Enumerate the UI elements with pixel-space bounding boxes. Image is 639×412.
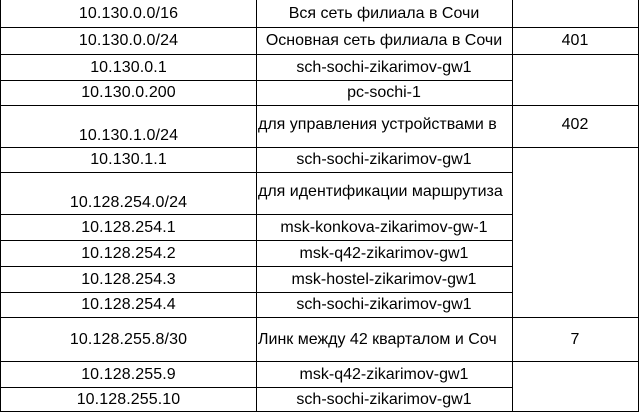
vlan-cell[interactable]	[512, 362, 639, 388]
ip-text: 10.128.254.2	[81, 244, 176, 262]
name-cell[interactable]	[256, 55, 513, 81]
name-cell[interactable]	[256, 362, 513, 388]
ip-cell[interactable]	[0, 215, 257, 241]
table-row	[0, 388, 639, 412]
ip-text: 10.128.254.0/24	[69, 194, 188, 211]
name-text: для идентификации маршрутиза	[258, 183, 503, 200]
table-row	[0, 318, 639, 362]
ip-text: 10.130.0.0/16	[78, 4, 179, 22]
table-row	[0, 241, 639, 267]
table-row	[0, 28, 639, 55]
vlan-text: 7	[570, 330, 580, 348]
ip-cell[interactable]	[0, 106, 257, 148]
vlan-cell[interactable]	[512, 293, 639, 318]
ip-cell[interactable]	[0, 28, 257, 55]
name-cell[interactable]	[256, 148, 513, 173]
ip-cell[interactable]	[0, 267, 257, 293]
ip-text: 10.130.1.1	[90, 151, 167, 168]
name-text: sch-sochi-zikarimov-gw1	[296, 58, 472, 76]
name-text: pc-sochi-1	[347, 84, 421, 101]
table-row	[0, 293, 639, 318]
ip-cell[interactable]	[0, 0, 257, 28]
vlan-cell[interactable]	[512, 55, 639, 81]
name-text: sch-sochi-zikarimov-gw1	[296, 390, 472, 408]
name-text: sch-sochi-zikarimov-gw1	[296, 151, 472, 168]
ip-text: 10.128.254.3	[81, 270, 176, 288]
vlan-text: 401	[561, 32, 589, 49]
ip-cell[interactable]	[0, 293, 257, 318]
vlan-cell[interactable]	[512, 0, 639, 28]
name-cell[interactable]	[256, 81, 513, 106]
vlan-cell[interactable]	[512, 148, 639, 173]
name-cell[interactable]	[256, 388, 513, 412]
table-row	[0, 55, 639, 81]
ip-cell[interactable]	[0, 81, 257, 106]
ip-text: 10.130.0.0/24	[78, 32, 179, 49]
vlan-cell[interactable]	[512, 241, 639, 267]
table-row	[0, 0, 639, 28]
name-text: msk-q42-zikarimov-gw1	[299, 365, 469, 383]
vlan-text: 402	[561, 116, 589, 133]
ip-text: 10.130.0.200	[81, 84, 176, 101]
name-cell[interactable]	[256, 318, 513, 362]
ip-cell[interactable]	[0, 55, 257, 81]
name-cell[interactable]	[256, 28, 513, 55]
name-cell[interactable]	[256, 0, 513, 28]
table-row	[0, 362, 639, 388]
vlan-cell[interactable]	[512, 28, 639, 55]
ip-text: 10.128.255.9	[81, 365, 176, 383]
ip-text: 10.130.1.0/24	[78, 127, 179, 144]
vlan-cell[interactable]	[512, 215, 639, 241]
name-text: Вся сеть филиала в Сочи	[288, 4, 480, 22]
name-text: msk-konkova-zikarimov-gw-1	[280, 218, 488, 236]
ip-text: 10.128.255.10	[76, 390, 181, 408]
name-text: sch-sochi-zikarimov-gw1	[296, 296, 472, 313]
name-cell[interactable]	[256, 267, 513, 293]
name-text: msk-q42-zikarimov-gw1	[299, 244, 469, 262]
ip-cell[interactable]	[0, 173, 257, 215]
name-cell[interactable]	[256, 241, 513, 267]
ip-text: 10.128.255.8/30	[69, 330, 188, 348]
table-row	[0, 215, 639, 241]
name-cell[interactable]	[256, 215, 513, 241]
name-cell[interactable]	[256, 173, 513, 215]
ip-text: 10.130.0.1	[90, 58, 167, 76]
ip-text: 10.128.254.1	[81, 218, 176, 236]
ip-cell[interactable]	[0, 362, 257, 388]
table-row	[0, 106, 639, 148]
name-cell[interactable]	[256, 106, 513, 148]
name-cell[interactable]	[256, 293, 513, 318]
vlan-cell[interactable]	[512, 173, 639, 215]
name-text: msk-hostel-zikarimov-gw1	[291, 270, 477, 288]
ip-cell[interactable]	[0, 388, 257, 412]
table-row	[0, 267, 639, 293]
ip-cell[interactable]	[0, 241, 257, 267]
vlan-cell[interactable]	[512, 388, 639, 412]
table-row	[0, 173, 639, 215]
ip-cell[interactable]	[0, 318, 257, 362]
ip-text: 10.128.254.4	[81, 296, 176, 313]
table-row	[0, 148, 639, 173]
vlan-cell[interactable]	[512, 106, 639, 148]
name-text: для управления устройствами в	[258, 116, 497, 133]
name-text: Основная сеть филиала в Сочи	[265, 32, 503, 49]
name-text: Линк между 42 кварталом и Соч	[258, 330, 497, 348]
table-row	[0, 81, 639, 106]
vlan-cell[interactable]	[512, 318, 639, 362]
vlan-cell[interactable]	[512, 81, 639, 106]
ip-cell[interactable]	[0, 148, 257, 173]
vlan-cell[interactable]	[512, 267, 639, 293]
